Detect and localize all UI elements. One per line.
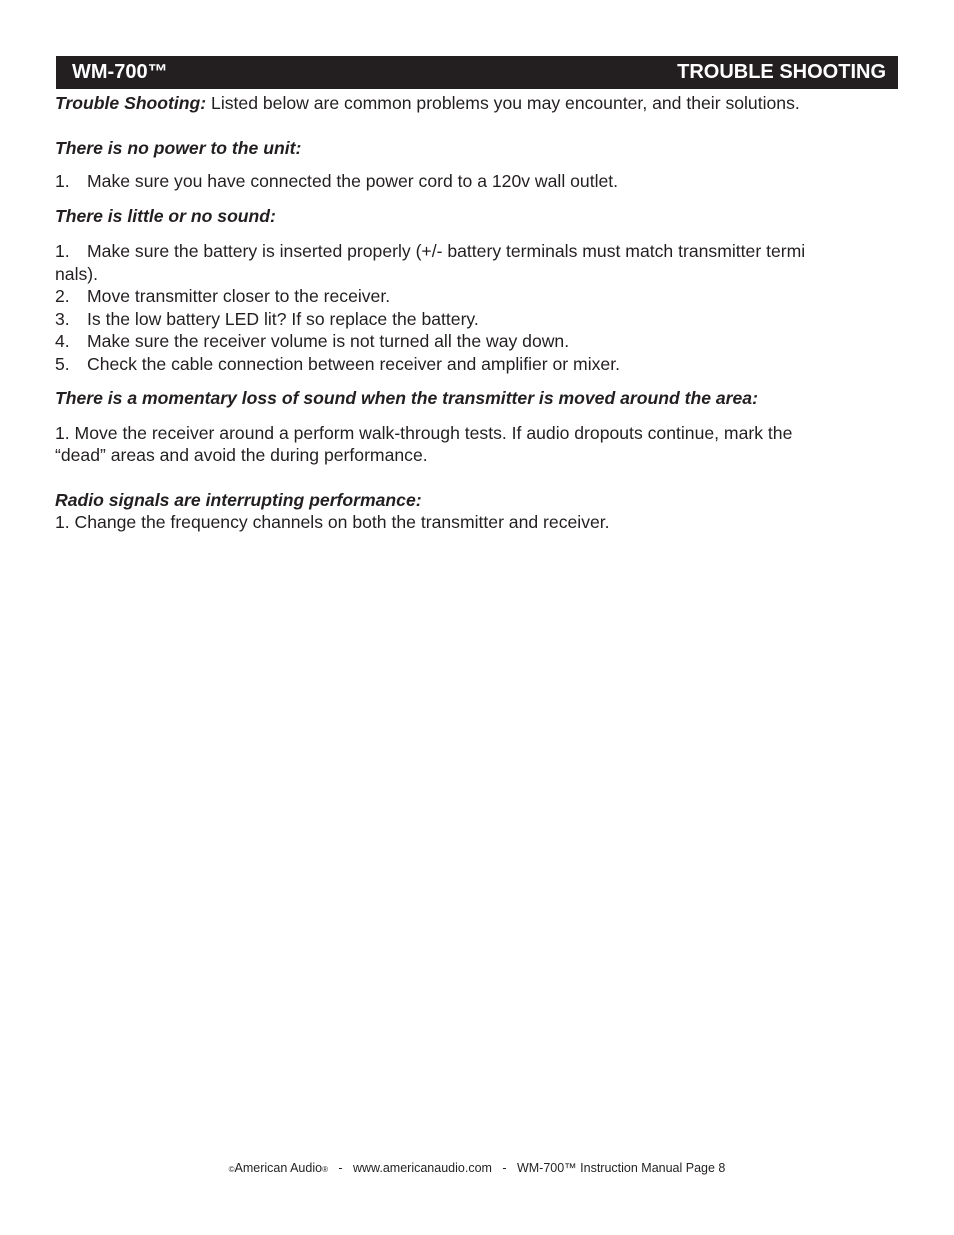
- list-item: [55, 308, 875, 331]
- spacer: [55, 159, 875, 170]
- item-number: 1.: [55, 241, 70, 261]
- section-title: TROUBLE SHOOTING: [677, 61, 886, 83]
- item-text: Move transmitter closer to the receiver.: [87, 286, 391, 306]
- problem-heading-no-power: There is no power to the unit:: [55, 137, 302, 158]
- solution-line: “dead” areas and avoid the during performance.: [55, 445, 428, 465]
- problem-heading-momentary-loss: There is a momentary loss of sound when the transmitter is moved around the area:: [55, 388, 758, 408]
- solution-list-little-sound: [55, 240, 875, 375]
- spacer: [55, 375, 875, 387]
- spacer: [55, 115, 875, 137]
- item-text: Is the low battery LED lit? If so replace the battery.: [87, 308, 479, 329]
- footer-manual-page: WM-700™ Instruction Manual Page 8: [516, 1161, 726, 1175]
- list-item: [55, 240, 875, 285]
- footer-separator: -: [338, 1161, 343, 1175]
- list-item: [55, 285, 875, 308]
- item-text: Make sure you have connected the power cord to a 120v wall outlet.: [87, 171, 619, 191]
- registered-symbol: ®: [322, 1165, 328, 1174]
- footer-company: American Audio: [234, 1161, 323, 1175]
- intro-label: Trouble Shooting:: [55, 93, 207, 113]
- spacer: [55, 193, 875, 205]
- problem-heading-radio-signals: Radio signals are interrupting performance:: [55, 489, 422, 510]
- footer-website: www.americanaudio.com: [352, 1161, 492, 1175]
- item-number: 3.: [55, 308, 70, 329]
- item-text: Make sure the battery is inserted properly (+/- battery terminals must match transmitter termi: [87, 241, 806, 261]
- list-item: [55, 353, 875, 376]
- item-number: 1.: [55, 171, 70, 191]
- page-footer: [0, 1161, 954, 1175]
- list-item: [55, 170, 875, 193]
- item-text: Make sure the receiver volume is not turned all the way down.: [87, 331, 570, 351]
- problem-heading-little-sound: There is little or no sound:: [55, 205, 276, 226]
- footer-separator: -: [502, 1161, 507, 1175]
- intro-paragraph: [55, 92, 875, 115]
- page-header-bar: [56, 56, 898, 89]
- spacer: [55, 410, 875, 422]
- item-text-continued: nals).: [55, 263, 99, 284]
- model-name: WM-700™: [72, 61, 168, 83]
- item-number: 4.: [55, 331, 70, 351]
- spacer: [55, 467, 875, 489]
- solution-line: 1. Change the frequency channels on both the transmitter and receiver.: [55, 512, 610, 532]
- item-number: 5.: [55, 353, 70, 374]
- spacer: [55, 227, 875, 240]
- solution-list-no-power: [55, 170, 875, 193]
- item-number: 2.: [55, 286, 70, 306]
- intro-text: Listed below are common problems you may encounter, and their solutions.: [206, 93, 800, 113]
- list-item: [55, 330, 875, 353]
- page-content: [55, 92, 875, 534]
- item-text: Check the cable connection between receiver and amplifier or mixer.: [87, 353, 620, 374]
- copyright-symbol: ©: [228, 1165, 235, 1174]
- solution-line: 1. Move the receiver around a perform walk-through tests. If audio dropouts continue, mark the: [55, 422, 793, 443]
